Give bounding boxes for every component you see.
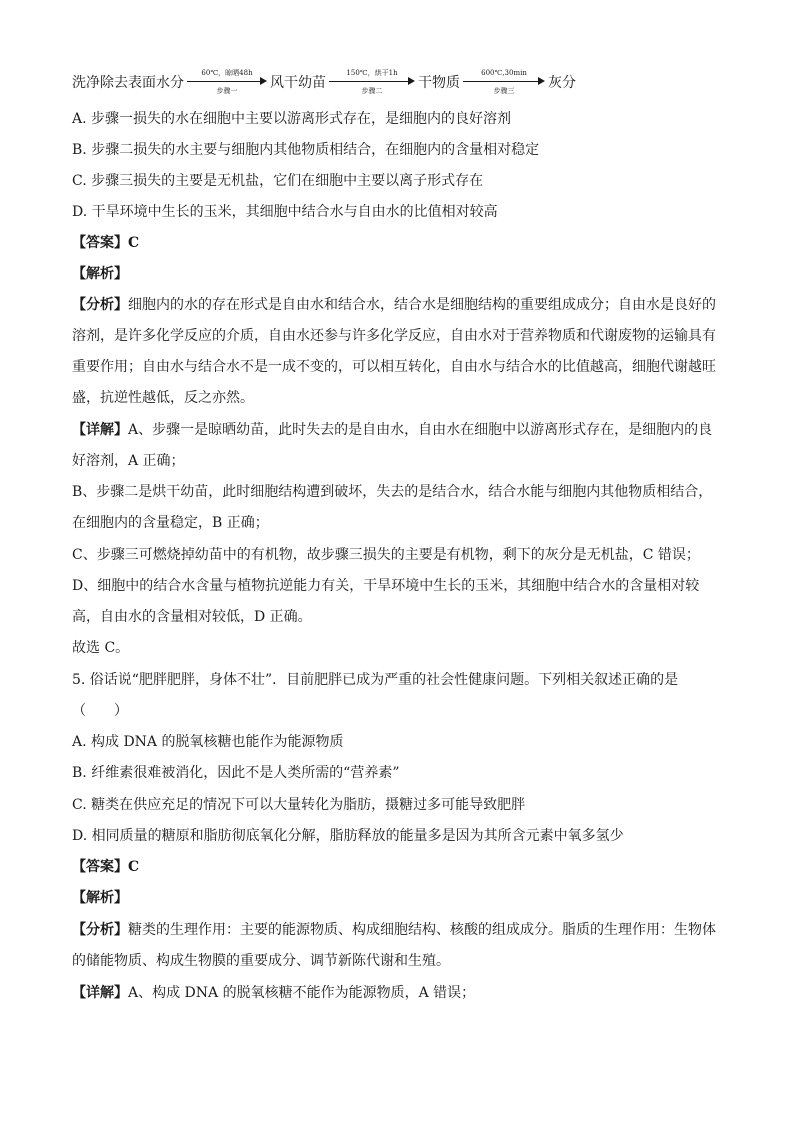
q4-option-c: C. 步骤三损失的主要是无机盐，它们在细胞中主要以离子形式存在: [72, 173, 484, 189]
q5-option-c: C. 糖类在供应充足的情况下可以大量转化为脂肪，摄糖过多可能导致肥胖: [72, 797, 526, 813]
q4-detail-tag: 【详解】: [72, 422, 128, 438]
flow-arrow-condition: 600℃,30min: [481, 69, 527, 77]
q5-fenxi-line-2: 的储能物质、构成生物膜的重要成分、调节新陈代谢和生殖。: [72, 953, 450, 969]
q5-detail-tag: 【详解】: [72, 985, 128, 1001]
q4-option-d: D. 干旱环境中生长的玉米，其细胞中结合水与自由水的比值相对较高: [72, 204, 498, 220]
flow-arrow-step-label: 步骤二: [361, 87, 383, 95]
flow-node-ash: 灰分: [548, 75, 576, 91]
q5-option-a: A. 构成 DNA 的脱氧核糖也能作为能源物质: [72, 734, 344, 750]
flow-node-dry-matter: 干物质: [418, 75, 460, 91]
q4-detail-line-6: D、细胞中的结合水含量与植物抗逆能力有关，干旱环境中生长的玉米，其细胞中结合水的含量相对较: [72, 578, 700, 594]
q5-detail-line-1: 【详解】A、构成 DNA 的脱氧核糖不能作为能源物质，A 错误；: [72, 985, 476, 1001]
q4-detail-line-4: 在细胞内的含量稳定，B 正确；: [72, 515, 269, 531]
q4-fenxi-line-2: 溶剂，是许多化学反应的介质，自由水还参与许多化学反应，自由水对于营养物质和代谢废物的运输具有: [72, 328, 716, 344]
q4-conclusion: 故选 C。: [72, 640, 130, 656]
q4-detail-line-7: 高，自由水的含量相对较低，D 正确。: [72, 609, 312, 625]
flow-arrow-condition: 60℃，晾晒48h: [201, 69, 253, 77]
q5-option-d: D. 相同质量的糖原和脂肪彻底氧化分解，脂肪释放的能量多是因为其所含元素中氧多氢少: [72, 828, 624, 844]
q4-detail-line-3: B、步骤二是烘干幼苗，此时细胞结构遭到破坏，失去的是结合水，结合水能与细胞内其他物质相结合，: [72, 484, 713, 500]
q4-answer: 【答案】C: [72, 235, 140, 251]
flow-arrow-step-3: [463, 67, 545, 97]
q5-answer: 【答案】C: [72, 859, 140, 875]
flow-arrow-step-1: [187, 67, 267, 97]
q5-stem: 5. 俗话说“肥胖肥胖，身体不壮”．目前肥胖已成为严重的社会性健康问题。下列相关叙述正确的是: [72, 672, 679, 688]
arrow-head-icon: [260, 77, 267, 85]
q4-option-b: B. 步骤二损失的水主要与细胞内其他物质相结合，在细胞内的含量相对稳定: [72, 142, 540, 158]
q5-option-b: B. 纤维素很难被消化，因此不是人类所需的“营养素”: [72, 765, 400, 781]
arrow-head-icon: [538, 77, 545, 85]
flow-node-washed: 洗净除去表面水分: [72, 75, 184, 91]
q4-detail-line-2: 好溶剂，A 正确；: [72, 453, 185, 469]
q4-fenxi-line-4: 盛，抗逆性越低，反之亦然。: [72, 390, 254, 406]
q4-analysis-heading: 【解析】: [72, 266, 128, 282]
q5-analysis-heading: 【解析】: [72, 890, 128, 906]
process-flow-diagram: [72, 66, 576, 98]
q4-fenxi-tag: 【分析】: [72, 297, 128, 313]
arrow-head-icon: [408, 77, 415, 85]
flow-arrow-step-label: 步骤一: [216, 87, 238, 95]
q4-option-a: A. 步骤一损失的水在细胞中主要以游离形式存在，是细胞内的良好溶剂: [72, 111, 512, 127]
q4-fenxi-line-3: 重要作用；自由水与结合水不是一成不变的，可以相互转化，自由水与结合水的比值越高，细胞代谢越旺: [72, 359, 716, 375]
q5-fenxi-tag: 【分析】: [72, 922, 128, 938]
flow-arrow-step-2: [329, 67, 415, 97]
flow-arrow-condition: 150℃，烘干1h: [346, 69, 398, 77]
q5-fenxi-line-1: 【分析】糖类的生理作用：主要的能源物质、构成细胞结构、核酸的组成成分。脂质的生理作用：生物体: [72, 922, 716, 938]
q4-fenxi-line-1: 【分析】细胞内的水的存在形式是自由水和结合水，结合水是细胞结构的重要组成成分；自由水是良好的: [72, 297, 716, 313]
q4-detail-line-5: C、步骤三可燃烧掉幼苗中的有机物，故步骤三损失的主要是有机物，剩下的灰分是无机盐，C 错误；: [72, 547, 700, 563]
flow-arrow-step-label: 步骤三: [493, 87, 515, 95]
flow-node-dried-seedling: 风干幼苗: [270, 75, 326, 91]
q5-paren: （ ）: [72, 703, 128, 719]
q4-detail-line-1: 【详解】A、步骤一是晾晒幼苗，此时失去的是自由水，自由水在细胞中以游离形式存在，是细胞内的良: [72, 422, 713, 438]
